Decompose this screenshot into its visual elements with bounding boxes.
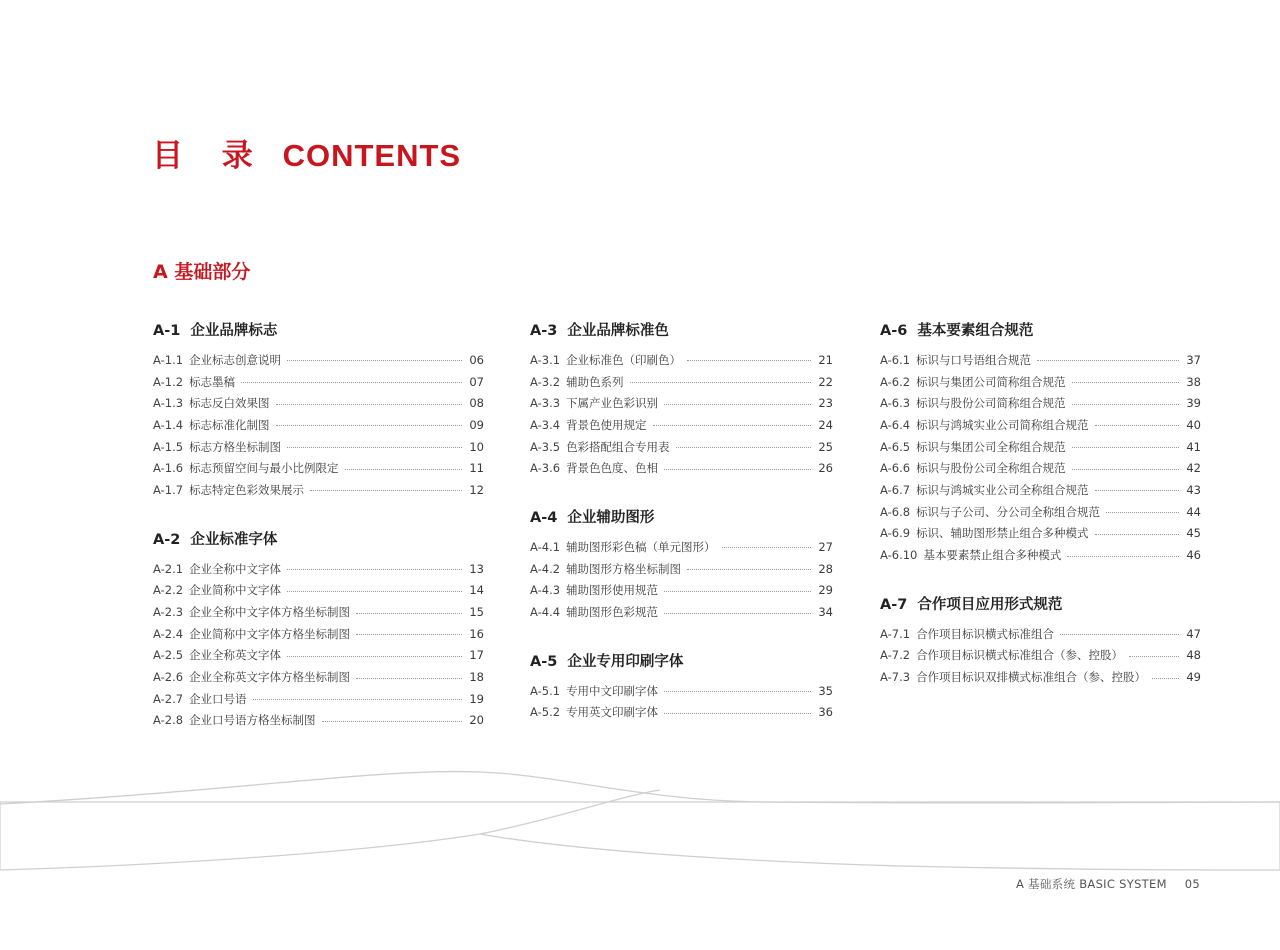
toc-entry-code: A-1.5 bbox=[153, 439, 184, 454]
dot-leader bbox=[664, 591, 811, 592]
toc-entry-page: 34 bbox=[818, 605, 833, 620]
toc-entry-code: A-2.3 bbox=[153, 605, 184, 620]
dot-leader bbox=[253, 699, 462, 700]
toc-entry-code: A-2.4 bbox=[153, 626, 184, 641]
dot-leader bbox=[1095, 534, 1179, 535]
toc-entry-label: 辅助图形使用规范 bbox=[566, 583, 659, 598]
dot-leader bbox=[276, 404, 462, 405]
toc-entry-code: A-5.1 bbox=[530, 683, 561, 698]
toc-entry-page: 08 bbox=[469, 396, 484, 411]
dot-leader bbox=[287, 591, 462, 592]
toc-entry[interactable] bbox=[880, 544, 1201, 566]
wave-curve-3 bbox=[480, 834, 1280, 870]
toc-entry-page: 18 bbox=[469, 670, 484, 685]
toc-entry-code: A-4.2 bbox=[530, 561, 561, 576]
toc-entry-label: 企业全称英文字体 bbox=[189, 648, 282, 663]
toc-group-label: 基本要素组合规范 bbox=[917, 323, 1034, 339]
toc-entry[interactable] bbox=[530, 536, 833, 558]
dot-leader bbox=[1072, 382, 1179, 383]
toc-entry[interactable] bbox=[153, 457, 484, 479]
dot-leader bbox=[310, 490, 462, 491]
toc-entry-code: A-7.3 bbox=[880, 670, 911, 685]
dot-leader bbox=[664, 404, 811, 405]
dot-leader bbox=[687, 569, 811, 570]
toc-entry-page: 19 bbox=[469, 691, 484, 706]
toc-entry-label: 专用英文印刷字体 bbox=[566, 705, 659, 720]
toc-group-code: A-3 bbox=[530, 323, 558, 339]
toc-entry-code: A-2.1 bbox=[153, 561, 184, 576]
toc-entry-page: 20 bbox=[469, 713, 484, 728]
dot-leader bbox=[664, 691, 811, 692]
toc-entry[interactable] bbox=[530, 702, 833, 724]
toc-group bbox=[530, 649, 833, 723]
toc-entry-code: A-1.1 bbox=[153, 352, 184, 367]
dot-leader bbox=[664, 469, 811, 470]
toc-entry-page: 06 bbox=[469, 352, 484, 367]
toc-entry-label: 标识与股份公司全称组合规范 bbox=[916, 461, 1066, 476]
toc-item-list bbox=[530, 349, 833, 479]
toc-entry-label: 合作项目标识横式标准组合（参、控股） bbox=[916, 648, 1124, 663]
toc-entry-code: A-6.1 bbox=[880, 352, 911, 367]
toc-entry[interactable] bbox=[880, 479, 1201, 501]
toc-group-label: 企业专用印刷字体 bbox=[567, 653, 684, 670]
toc-entry-label: 企业全称中文字体 bbox=[189, 561, 282, 576]
dot-leader bbox=[1106, 512, 1179, 513]
toc-entry-code: A-2.2 bbox=[153, 583, 184, 598]
toc-group-code: A-7 bbox=[880, 596, 908, 613]
dot-leader bbox=[1095, 425, 1179, 426]
dot-leader bbox=[630, 382, 811, 383]
dot-leader bbox=[664, 713, 811, 714]
toc-entry[interactable] bbox=[530, 349, 833, 371]
toc-entry-label: 企业标志创意说明 bbox=[189, 352, 282, 367]
toc-entry-page: 39 bbox=[1186, 396, 1201, 411]
toc-group-title bbox=[153, 318, 484, 344]
toc-entry-page: 17 bbox=[469, 648, 484, 663]
dot-leader bbox=[345, 469, 462, 470]
toc-entry[interactable] bbox=[530, 580, 833, 602]
dot-leader bbox=[676, 447, 811, 448]
toc-entry-label: 背景色使用规定 bbox=[566, 417, 647, 432]
toc-entry[interactable] bbox=[153, 666, 484, 688]
toc-entry-code: A-3.3 bbox=[530, 396, 561, 411]
toc-entry[interactable] bbox=[153, 414, 484, 436]
toc-entry[interactable] bbox=[530, 457, 833, 479]
toc-group-code: A-5 bbox=[530, 653, 558, 670]
toc-entry-page: 48 bbox=[1186, 648, 1201, 663]
toc-item-list bbox=[880, 623, 1201, 688]
toc-entry-label: 辅助图形色彩规范 bbox=[566, 605, 659, 620]
dot-leader bbox=[276, 425, 462, 426]
toc-entry-page: 46 bbox=[1186, 548, 1201, 563]
dot-leader bbox=[287, 569, 462, 570]
toc-group bbox=[880, 592, 1201, 688]
toc-entry-label: 标识与股份公司简称组合规范 bbox=[916, 396, 1066, 411]
toc-entry-label: 辅助图形彩色稿（单元图形） bbox=[566, 539, 716, 554]
toc-group-title bbox=[530, 318, 833, 344]
toc-entry-code: A-6.7 bbox=[880, 482, 911, 497]
toc-group bbox=[530, 505, 833, 623]
toc-entry-code: A-1.4 bbox=[153, 417, 184, 432]
toc-group bbox=[880, 318, 1201, 566]
dot-leader bbox=[287, 447, 462, 448]
toc-entry[interactable] bbox=[880, 645, 1201, 667]
toc-entry-page: 40 bbox=[1186, 417, 1201, 432]
toc-entry-code: A-2.6 bbox=[153, 670, 184, 685]
toc-entry[interactable] bbox=[153, 580, 484, 602]
toc-entry-code: A-1.2 bbox=[153, 374, 184, 389]
toc-entry-page: 07 bbox=[469, 374, 484, 389]
toc-entry[interactable] bbox=[880, 392, 1201, 414]
toc-entry-label: 合作项目标识双排横式标准组合（参、控股） bbox=[916, 670, 1147, 685]
dot-leader bbox=[1129, 656, 1179, 657]
wave-curve-1 bbox=[0, 772, 1280, 804]
toc-group-code: A-2 bbox=[153, 531, 181, 548]
dot-leader bbox=[1072, 447, 1179, 448]
toc-entry[interactable] bbox=[153, 558, 484, 580]
toc-entry[interactable] bbox=[153, 436, 484, 458]
toc-column-3 bbox=[880, 318, 1201, 702]
title-zh: 目 录 bbox=[152, 138, 267, 174]
title-en: CONTENTS bbox=[282, 138, 462, 173]
toc-entry-code: A-5.2 bbox=[530, 705, 561, 720]
toc-entry-page: 24 bbox=[818, 417, 833, 432]
toc-entry-label: 标志标准化制图 bbox=[189, 417, 270, 432]
toc-group bbox=[153, 527, 484, 732]
toc-entry-code: A-7.1 bbox=[880, 626, 911, 641]
toc-entry[interactable] bbox=[153, 479, 484, 501]
toc-item-list bbox=[530, 680, 833, 723]
toc-entry-code: A-3.5 bbox=[530, 439, 561, 454]
toc-entry[interactable] bbox=[880, 414, 1201, 436]
toc-entry-label: 基本要素禁止组合多种模式 bbox=[923, 548, 1062, 563]
dot-leader bbox=[1072, 404, 1179, 405]
toc-entry-code: A-3.2 bbox=[530, 374, 561, 389]
toc-entry-code: A-1.7 bbox=[153, 482, 184, 497]
toc-entry[interactable] bbox=[530, 371, 833, 393]
toc-entry-page: 11 bbox=[469, 461, 484, 476]
toc-group-label: 合作项目应用形式规范 bbox=[917, 596, 1063, 613]
toc-group bbox=[530, 318, 833, 479]
toc-entry-page: 10 bbox=[469, 439, 484, 454]
dot-leader bbox=[1072, 469, 1179, 470]
toc-entry-page: 42 bbox=[1186, 461, 1201, 476]
dot-leader bbox=[287, 656, 462, 657]
toc-group-label: 企业品牌标准色 bbox=[567, 323, 669, 339]
toc-entry[interactable] bbox=[530, 680, 833, 702]
dot-leader bbox=[241, 382, 462, 383]
toc-entry-page: 43 bbox=[1186, 482, 1201, 497]
toc-entry-code: A-6.10 bbox=[880, 548, 918, 563]
toc-entry[interactable] bbox=[530, 414, 833, 436]
toc-entry-code: A-4.4 bbox=[530, 605, 561, 620]
toc-entry-code: A-3.1 bbox=[530, 352, 561, 367]
toc-entry-page: 15 bbox=[469, 605, 484, 620]
toc-entry-page: 45 bbox=[1186, 526, 1201, 541]
toc-group-title bbox=[530, 505, 833, 531]
toc-entry-code: A-4.1 bbox=[530, 539, 561, 554]
toc-entry[interactable] bbox=[530, 558, 833, 580]
toc-column-1 bbox=[153, 318, 484, 745]
toc-entry-label: 标识与集团公司全称组合规范 bbox=[916, 439, 1066, 454]
dot-leader bbox=[653, 425, 811, 426]
dot-leader bbox=[1067, 556, 1179, 557]
toc-group-title bbox=[530, 649, 833, 675]
toc-entry-page: 22 bbox=[818, 374, 833, 389]
toc-entry[interactable] bbox=[880, 349, 1201, 371]
decorative-wave-band bbox=[0, 760, 1280, 875]
toc-entry[interactable] bbox=[880, 666, 1201, 688]
toc-entry-label: 标志特定色彩效果展示 bbox=[189, 482, 305, 497]
toc-group-code: A-4 bbox=[530, 510, 558, 527]
toc-entry-label: 企业口号语方格坐标制图 bbox=[189, 713, 316, 728]
toc-group-title bbox=[880, 318, 1201, 344]
toc-entry-label: 标识与鸿城实业公司简称组合规范 bbox=[916, 417, 1089, 432]
toc-entry-code: A-1.3 bbox=[153, 396, 184, 411]
toc-item-list bbox=[530, 536, 833, 623]
toc-entry[interactable] bbox=[880, 457, 1201, 479]
toc-entry-page: 25 bbox=[818, 439, 833, 454]
toc-item-list bbox=[153, 558, 484, 732]
toc-entry-label: 背景色色度、色相 bbox=[566, 461, 659, 476]
toc-entry-page: 41 bbox=[1186, 439, 1201, 454]
toc-group-code: A-6 bbox=[880, 323, 908, 339]
toc-entry[interactable] bbox=[530, 436, 833, 458]
footer-label: A 基础系统 BASIC SYSTEM bbox=[1015, 877, 1167, 891]
toc-entry[interactable] bbox=[530, 601, 833, 623]
toc-entry-label: 下属产业色彩识别 bbox=[566, 396, 659, 411]
section-title: A 基础部分 bbox=[153, 261, 251, 283]
toc-entry-page: 29 bbox=[818, 583, 833, 598]
toc-entry-page: 36 bbox=[818, 705, 833, 720]
toc-entry-code: A-6.3 bbox=[880, 396, 911, 411]
dot-leader bbox=[1037, 360, 1179, 361]
toc-entry-label: 标志方格坐标制图 bbox=[189, 439, 282, 454]
toc-entry-label: 标识、辅助图形禁止组合多种模式 bbox=[916, 526, 1089, 541]
toc-entry-page: 16 bbox=[469, 626, 484, 641]
toc-entry-code: A-2.7 bbox=[153, 691, 184, 706]
toc-entry-code: A-2.5 bbox=[153, 648, 184, 663]
toc-entry[interactable] bbox=[880, 623, 1201, 645]
toc-entry[interactable] bbox=[530, 392, 833, 414]
toc-entry-label: 标识与集团公司简称组合规范 bbox=[916, 374, 1066, 389]
toc-entry-page: 26 bbox=[818, 461, 833, 476]
toc-entry[interactable] bbox=[153, 349, 484, 371]
toc-entry-page: 47 bbox=[1186, 626, 1201, 641]
toc-item-list bbox=[153, 349, 484, 501]
toc-entry-page: 27 bbox=[818, 539, 833, 554]
toc-entry[interactable] bbox=[880, 523, 1201, 545]
toc-entry-page: 14 bbox=[469, 583, 484, 598]
toc-entry-page: 44 bbox=[1186, 504, 1201, 519]
toc-entry-code: A-7.2 bbox=[880, 648, 911, 663]
toc-entry[interactable] bbox=[880, 436, 1201, 458]
toc-entry-label: 色彩搭配组合专用表 bbox=[566, 439, 670, 454]
page-footer bbox=[1016, 876, 1200, 892]
toc-entry[interactable] bbox=[153, 371, 484, 393]
toc-entry-label: 企业全称英文字体方格坐标制图 bbox=[189, 670, 351, 685]
toc-entry-page: 21 bbox=[818, 352, 833, 367]
toc-entry-label: 企业口号语 bbox=[189, 691, 247, 706]
toc-entry-label: 辅助色系列 bbox=[566, 374, 624, 389]
toc-entry-page: 35 bbox=[818, 683, 833, 698]
toc-entry-page: 12 bbox=[469, 482, 484, 497]
footer-page-number: 05 bbox=[1184, 877, 1200, 891]
toc-entry-code: A-6.9 bbox=[880, 526, 911, 541]
toc-entry-code: A-6.5 bbox=[880, 439, 911, 454]
toc-entry-page: 28 bbox=[818, 561, 833, 576]
toc-entry-label: 标识与鸿城实业公司全称组合规范 bbox=[916, 482, 1089, 497]
dot-leader bbox=[664, 613, 811, 614]
toc-entry-code: A-2.8 bbox=[153, 713, 184, 728]
toc-group-title bbox=[880, 592, 1201, 618]
toc-entry-code: A-6.8 bbox=[880, 504, 911, 519]
dot-leader bbox=[356, 678, 462, 679]
dot-leader bbox=[1060, 634, 1179, 635]
toc-group-label: 企业品牌标志 bbox=[190, 323, 278, 339]
toc-group-title bbox=[153, 527, 484, 553]
toc-entry-code: A-4.3 bbox=[530, 583, 561, 598]
toc-entry-label: 企业简称中文字体方格坐标制图 bbox=[189, 626, 351, 641]
toc-entry-page: 49 bbox=[1186, 670, 1201, 685]
toc-entry-label: 企业简称中文字体 bbox=[189, 583, 282, 598]
toc-group-label: 企业标准字体 bbox=[190, 531, 278, 548]
toc-group bbox=[153, 318, 484, 501]
toc-entry-page: 38 bbox=[1186, 374, 1201, 389]
toc-entry-code: A-3.4 bbox=[530, 417, 561, 432]
toc-entry[interactable] bbox=[880, 371, 1201, 393]
toc-entry-code: A-1.6 bbox=[153, 461, 184, 476]
dot-leader bbox=[356, 634, 462, 635]
toc-entry-label: 合作项目标识横式标准组合 bbox=[916, 626, 1055, 641]
toc-entry-label: 标识与子公司、分公司全称组合规范 bbox=[916, 504, 1101, 519]
dot-leader bbox=[1152, 678, 1179, 679]
dot-leader bbox=[287, 360, 462, 361]
dot-leader bbox=[356, 613, 462, 614]
toc-entry[interactable] bbox=[880, 501, 1201, 523]
toc-entry-page: 23 bbox=[818, 396, 833, 411]
toc-entry[interactable] bbox=[153, 645, 484, 667]
toc-entry-code: A-6.4 bbox=[880, 417, 911, 432]
toc-entry-label: 专用中文印刷字体 bbox=[566, 683, 659, 698]
toc-entry-label: 企业标准色（印刷色） bbox=[566, 352, 682, 367]
toc-entry[interactable] bbox=[153, 688, 484, 710]
toc-entry-page: 13 bbox=[469, 561, 484, 576]
toc-group-label: 企业辅助图形 bbox=[567, 510, 655, 527]
page-title bbox=[152, 136, 461, 176]
dot-leader bbox=[322, 721, 462, 722]
dot-leader bbox=[687, 360, 811, 361]
toc-entry-label: 标识与口号语组合规范 bbox=[916, 352, 1032, 367]
toc-entry[interactable] bbox=[153, 710, 484, 732]
toc-item-list bbox=[880, 349, 1201, 566]
toc-entry-page: 37 bbox=[1186, 352, 1201, 367]
toc-entry-code: A-3.6 bbox=[530, 461, 561, 476]
dot-leader bbox=[722, 547, 811, 548]
toc-entry-label: 标志墨稿 bbox=[189, 374, 236, 389]
toc-entry[interactable] bbox=[153, 601, 484, 623]
toc-entry-label: 辅助图形方格坐标制图 bbox=[566, 561, 682, 576]
toc-group-code: A-1 bbox=[153, 323, 181, 339]
toc-entry-label: 企业全称中文字体方格坐标制图 bbox=[189, 605, 351, 620]
dot-leader bbox=[1095, 490, 1179, 491]
toc-entry-label: 标志预留空间与最小比例限定 bbox=[189, 461, 339, 476]
toc-entry-code: A-6.2 bbox=[880, 374, 911, 389]
toc-entry-page: 09 bbox=[469, 417, 484, 432]
toc-entry[interactable] bbox=[153, 623, 484, 645]
toc-entry-code: A-6.6 bbox=[880, 461, 911, 476]
toc-entry[interactable] bbox=[153, 392, 484, 414]
toc-entry-label: 标志反白效果图 bbox=[189, 396, 270, 411]
toc-column-2 bbox=[530, 318, 833, 737]
